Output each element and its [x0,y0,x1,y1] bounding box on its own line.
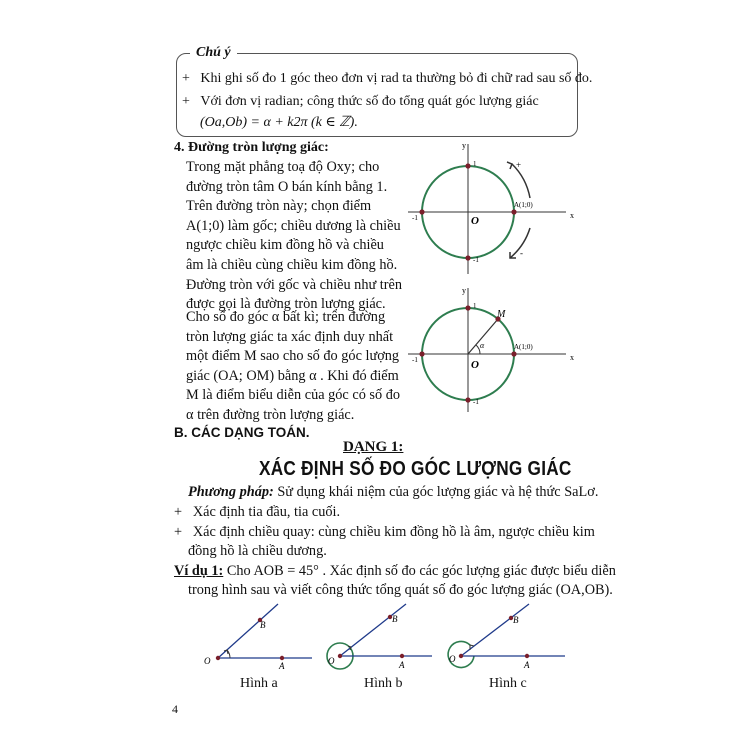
trig-circle-figure-2 [400,284,580,414]
point-A [280,656,284,660]
label-B: B [260,620,266,630]
label-A: A [524,660,530,670]
point-A [400,654,404,658]
label-minus-1-bottom: -1 [473,256,479,264]
label-O: O [471,359,479,371]
label-y: y [462,141,466,150]
note-item-1: + Khi ghi số đo 1 góc theo đơn vị rad ta thường bỏ đi chữ rad sau số đo. [182,71,593,86]
point-O [459,654,463,658]
label-A: A [279,661,285,671]
label-A: A(1;0) [514,201,533,209]
section-b-heading: B. CÁC DẠNG TOÁN. [174,425,310,440]
label-O: O [204,656,211,666]
example-line-1: Ví dụ 1: Cho AOB = 45° . Xác định số đo các góc lượng giác được biểu diễn [174,563,616,579]
label-O: O [471,215,479,227]
label-O: O [328,656,335,666]
label-alpha: α [480,341,485,350]
label-A: A(1;0) [514,343,533,351]
label-minus: - [520,248,523,258]
label-1: 1 [473,302,477,310]
note-formula: (Oa,Ob) = α + k2π (k ∈ ℤ). [200,115,358,130]
figure-b [320,598,440,673]
label-y: y [462,286,466,295]
figure-a [200,598,320,673]
point-A [525,654,529,658]
label-x: x [570,211,574,220]
label-O: O [449,654,456,664]
dang-label: DẠNG 1: [343,439,404,455]
label-minus-1-left: -1 [412,356,418,364]
method-line: Phương pháp: Sử dụng khái niệm của góc lượng giác và hệ thức SaLơ. [188,484,599,500]
label-x: x [570,353,574,362]
trig-circle-figure-1 [400,138,580,276]
example-line-2: trong hình sau và viết công thức tổng quát số đo góc lượng giác (OA,OB). [188,582,613,598]
section4-para2: Cho số đo góc α bất kì; trên đường tròn lượng giác ta xác định duy nhất một điểm M sao cho số đo góc lượng giác (OA; OM) bằng α . Khi đó điểm M là điểm biểu diễn của góc có số đo α trên đường tròn lượng giác. [186,309,400,423]
page-number: 4 [172,702,178,716]
label-A: A [399,660,405,670]
arrowhead-icon [507,162,512,169]
ray-OB [461,604,529,656]
point-O [216,656,220,660]
caption-c: Hình c [489,676,527,691]
figure-c [443,598,573,673]
section-title: XÁC ĐỊNH SỐ ĐO GÓC LƯỢNG GIÁC [259,458,572,480]
label-plus: + [516,160,522,170]
point-O [338,654,342,658]
section4-heading: 4. Đường tròn lượng giác: [174,140,329,155]
point-left [419,351,424,356]
note-title: Chú ý [190,45,237,61]
point-left [419,209,424,214]
caption-b: Hình b [364,676,403,691]
note-item-2: + Với đơn vị radian; công thức số đo tổng quát góc lượng giác [182,94,539,109]
point-A [511,209,516,214]
label-B: B [392,614,398,624]
ray-OB [340,604,406,656]
label-1: 1 [473,160,477,168]
point-A [511,351,516,356]
label-minus-1-left: -1 [412,214,418,222]
bullet-2-cont: đồng hồ là chiều dương. [188,543,327,559]
section4-para1: Trong mặt phẳng toạ độ Oxy; cho đường tròn tâm O bán kính bằng 1. Trên đường tròn này; chọn điểm A(1;0) làm gốc; chiều dương là chiều ngược chiều kim đồng hồ và chiều âm là chiều cùng chiều kim đồng hồ. Đường tròn với gốc và chiều như trên được gọi là đường tròn lượng giác. [186,159,403,313]
point-top [465,305,470,310]
bullet-1: + Xác định tia đầu, tia cuối. [174,504,341,520]
point-bottom [465,255,470,260]
caption-a: Hình a [240,676,278,691]
label-minus-1-bottom: -1 [473,398,479,406]
bullet-2: + Xác định chiều quay: cùng chiều kim đồng hồ là âm, ngược chiều kim [174,524,595,540]
label-M: M [497,309,506,320]
point-top [465,163,470,168]
label-B: B [513,615,519,625]
point-bottom [465,397,470,402]
